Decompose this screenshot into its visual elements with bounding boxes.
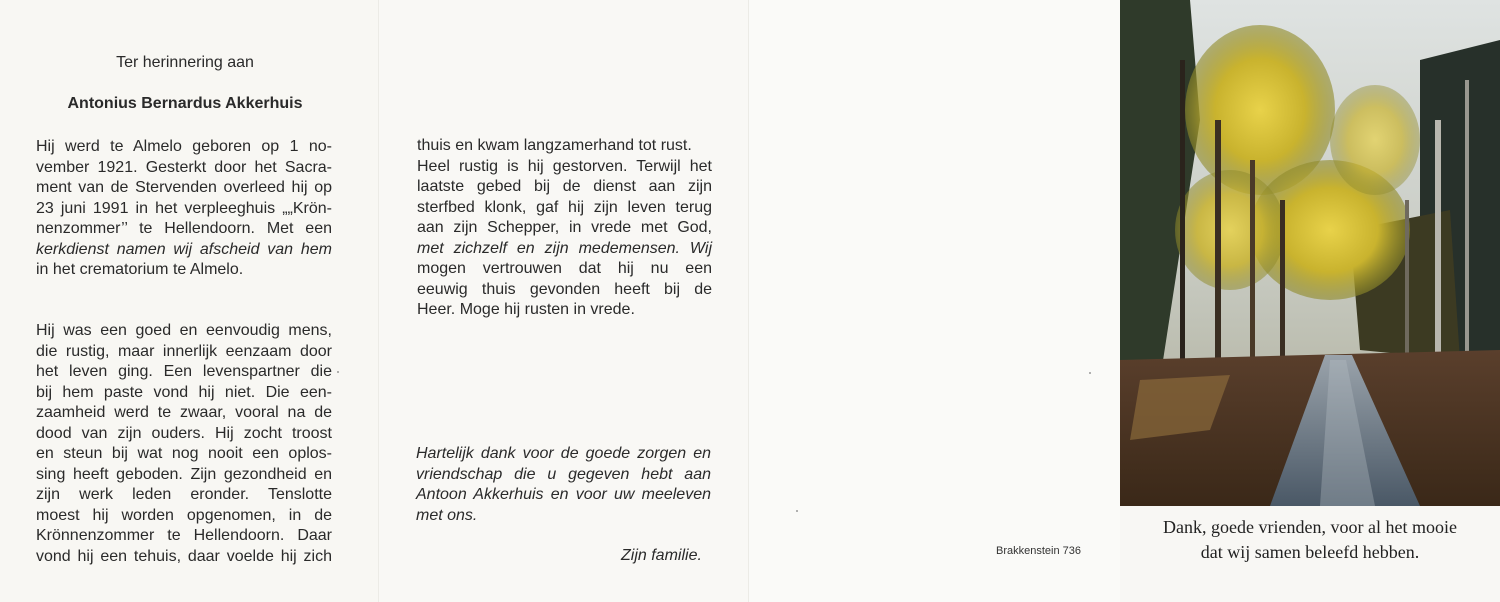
thanks-line: met ons. [416, 506, 478, 524]
passing-line: sterfbed klonk, gaf hij zijn leven terug [417, 198, 712, 216]
passing-paragraph [417, 136, 712, 321]
character-paragraph [36, 321, 332, 567]
character-line: moest hij worden opgenomen, in de [36, 506, 332, 524]
passing-line: met zichzelf en zijn medemensen. Wij [417, 239, 712, 257]
biography-line: vember 1921. Gesterkt door het Sacra- [36, 158, 332, 176]
passing-line: eeuwig thuis gevonden heeft bij de [417, 280, 712, 298]
character-line: het leven ging. Een levenspartner die [36, 363, 332, 380]
thanks-paragraph [416, 444, 711, 526]
intro-heading: Ter herinnering aan [116, 54, 254, 71]
biography-line: 23 juni 1991 in het verpleeghuis „„Krön- [36, 199, 332, 217]
biography-line: in het crematorium te Almelo. [36, 261, 244, 278]
deceased-name: Antonius Bernardus Akkerhuis [67, 95, 303, 112]
character-line: zaamheid werd te zwaar, vooral na de [36, 404, 332, 421]
thanks-line: vriendschap die u gegeven hebt aan [416, 465, 711, 483]
passing-line: laatste gebed bij de dienst aan zijn [417, 178, 712, 195]
card-panel-photo [1120, 0, 1500, 602]
passing-line: aan zijn Schepper, in vrede met God, [417, 219, 712, 236]
paper-speck [796, 510, 798, 512]
biography-line: ment van de Stervenden overleed hij op [36, 179, 332, 196]
character-line: die rustig, maar innerlijk eenzaam door [36, 342, 332, 360]
character-line: sing heeft geboden. Zijn gezondheid en [36, 465, 332, 483]
family-signature: Zijn familie. [621, 547, 702, 564]
biography-line: kerkdienst namen wij afscheid van hem [36, 240, 332, 258]
paper-speck [1089, 372, 1091, 374]
card-panel-left [0, 0, 378, 602]
printer-code: Brakkenstein 736 [996, 545, 1081, 557]
character-line: Krönnenzommer te Hellendoorn. Daar [36, 527, 332, 544]
thanks-line: Antoon Akkerhuis en voor uw meeleven [416, 486, 711, 503]
character-line: Hij was een goed en eenvoudig mens, [36, 322, 332, 339]
thanks-line: Hartelijk dank voor de goede zorgen en [416, 445, 711, 462]
passing-line: Heer. Moge hij rusten in vrede. [417, 301, 635, 318]
forest-path-photo [1120, 0, 1500, 506]
biography-paragraph [36, 137, 332, 281]
paper-speck [337, 371, 339, 373]
card-panel-blank [748, 0, 1120, 602]
character-line: dood van zijn ouders. Hij zocht troost [36, 424, 332, 442]
passing-line: Heel rustig is hij gestorven. Terwijl het [417, 157, 712, 175]
character-line: en steun bij wat nog nooit een oplos- [36, 445, 332, 462]
biography-line: nenzommer’’ te Hellendoorn. Met een [36, 220, 332, 237]
card-panel-center [378, 0, 748, 602]
photo-caption-line-2: dat wij samen beleefd hebben. [1200, 542, 1420, 562]
character-line: vond hij een tehuis, daar voelde hij zich [36, 547, 332, 565]
character-line: zijn werk leden eronder. Tenslotte [36, 486, 332, 503]
biography-line: Hij werd te Almelo geboren op 1 no- [36, 138, 332, 155]
passing-line: mogen vertrouwen dat hij nu een [417, 260, 712, 277]
character-line: bij hem paste vond hij niet. Die een- [36, 383, 332, 401]
passing-line: thuis en kwam langzamerhand tot rust. [417, 137, 692, 154]
photo-caption-line-1: Dank, goede vrienden, voor al het mooie [1163, 517, 1457, 537]
